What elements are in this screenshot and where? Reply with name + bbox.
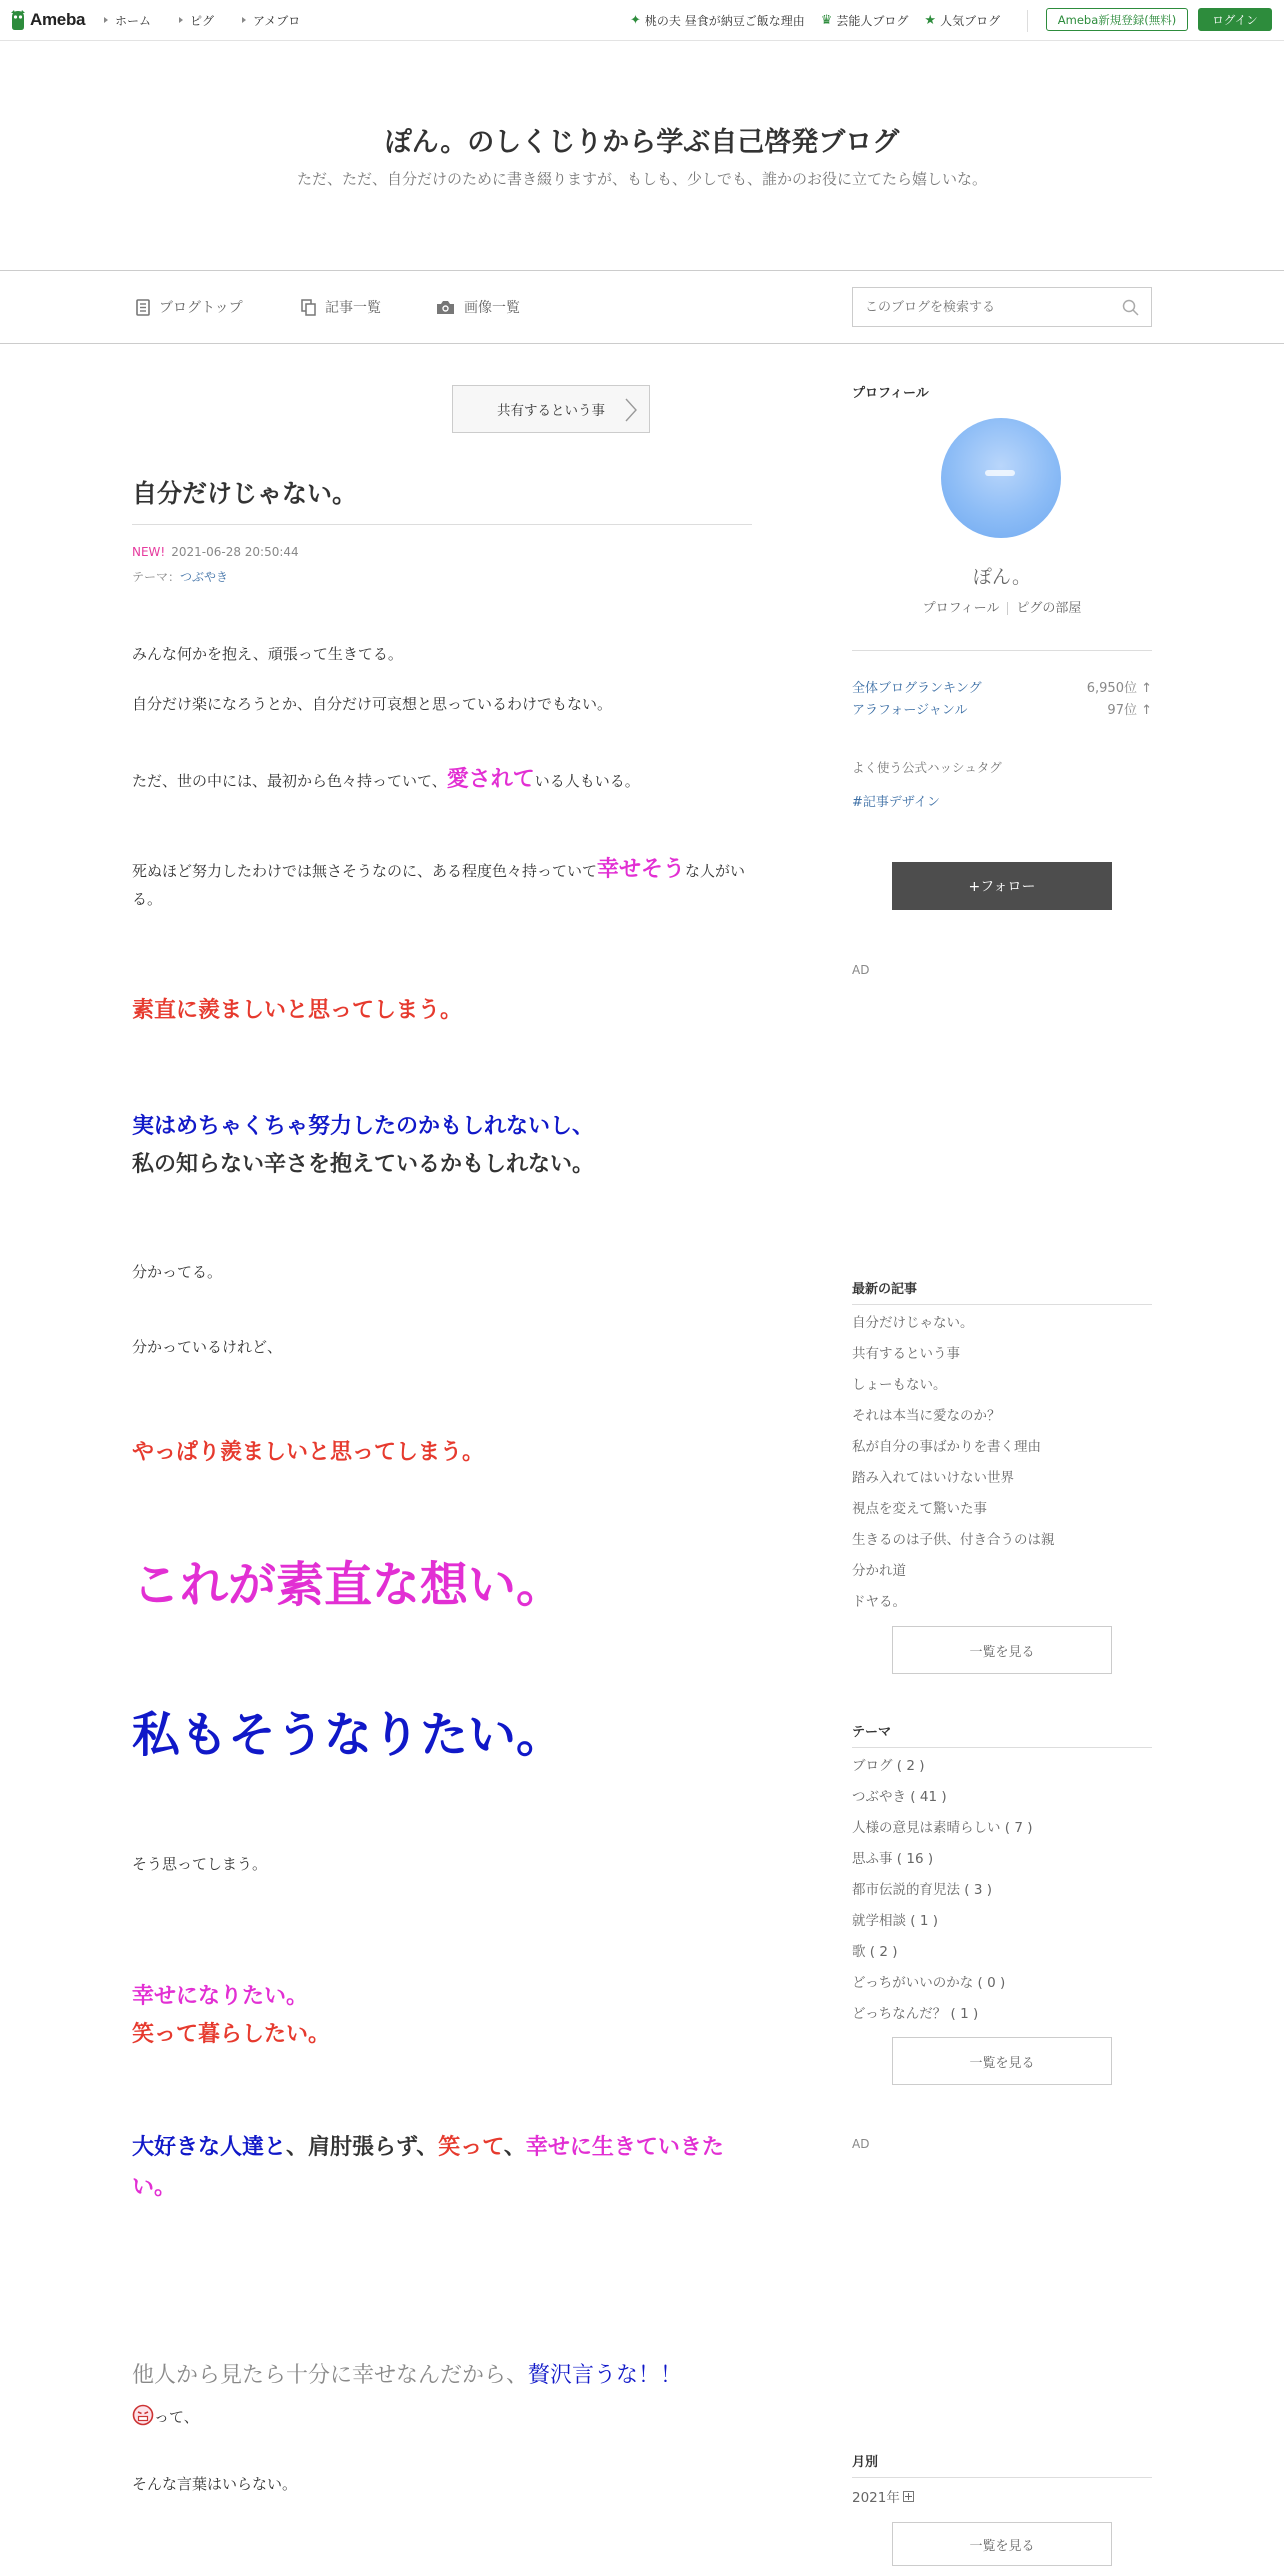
latest-entry-link[interactable]: それは本当に愛なのか？: [852, 1408, 1001, 1424]
latest-entry-link[interactable]: ドヤる。: [852, 1594, 906, 1610]
nav-image-list[interactable]: 画像一覧: [436, 271, 520, 343]
top-nav: [104, 0, 328, 40]
paragraph: 分かってる。: [132, 1263, 223, 1281]
theme-link[interactable]: どっちなんだ？ ( 1 ): [852, 2006, 979, 2022]
profile-links: [852, 597, 1152, 616]
chevron-right-icon: [625, 398, 637, 422]
hashtag-link[interactable]: #記事デザイン: [852, 795, 940, 810]
paragraph: 幸せになりたい。 笑って暮らしたい。: [132, 1984, 331, 2047]
triangle-icon: [179, 17, 183, 23]
paragraph: 他人から見たら十分に幸せなんだから、贅沢言うな！！ って、: [132, 2363, 683, 2426]
crown-icon: ♛: [820, 12, 833, 28]
paragraph: 死ぬほど努力したわけでは無さそうなのに、ある程度色々持っていて幸せそうな人がいる。: [132, 857, 746, 908]
paragraph: そんな言葉はいらない。: [132, 2475, 298, 2493]
theme-heading: テーマ: [852, 1725, 892, 1740]
paragraph: 素直に羨ましいと思ってしまう。: [132, 998, 463, 1023]
top-link-celebrity[interactable]: ♛ 芸能人ブログ: [820, 12, 909, 28]
divider: [852, 2477, 1152, 2478]
paragraph: これが素直な想い。: [132, 1557, 565, 1613]
nav-blog-top[interactable]: ブログトップ: [136, 271, 243, 343]
profile-heading: プロフィール: [852, 386, 929, 401]
divider: [132, 524, 752, 525]
divider: [852, 650, 1152, 651]
latest-entry-link[interactable]: 私が自分の事ばかりを書く理由: [852, 1439, 1041, 1455]
new-badge: NEW!: [132, 545, 166, 559]
divider: [852, 1304, 1152, 1305]
blog-search-box: [852, 287, 1152, 327]
latest-entry-link[interactable]: 共有するという事: [852, 1346, 960, 1362]
blog-title[interactable]: ぽん。のしくじりから学ぶ自己啓発ブログ: [384, 127, 900, 158]
profile-link[interactable]: プロフィール: [922, 601, 1000, 616]
plus-icon: [903, 2491, 914, 2502]
star-icon: ★: [924, 12, 937, 28]
latest-entry-link[interactable]: 自分だけじゃない。: [852, 1315, 974, 1331]
ad-label: AD: [852, 2137, 870, 2151]
sparkle-icon: ✦: [630, 12, 641, 28]
top-link-news[interactable]: ✦ 桃の夫 昼食が納豆ご飯な理由: [630, 12, 805, 28]
monthly-heading: 月別: [852, 2455, 879, 2470]
blog-search-input[interactable]: [863, 299, 1107, 316]
paragraph: 私もそうなりたい。: [132, 1707, 565, 1763]
ranking-row: アラフォージャンル 97位 ↑: [852, 703, 1152, 718]
top-bar: [0, 0, 1284, 41]
latest-entries-heading: 最新の記事: [852, 1282, 918, 1297]
latest-entry-link[interactable]: 生きるのは子供、付き合うのは親: [852, 1532, 1055, 1548]
divider: [1027, 10, 1028, 32]
monthly-more-button[interactable]: 一覧を見る: [892, 2522, 1112, 2566]
paragraph: 実はめちゃくちゃ努力したのかもしれないし、 私の知らない辛さを抱えているかもしれない。: [132, 1114, 595, 1177]
ad-label: AD: [852, 963, 870, 977]
divider: [852, 1747, 1152, 1748]
entry-theme-link[interactable]: つぶやき: [180, 570, 229, 584]
top-nav-home[interactable]: ホーム: [104, 12, 151, 29]
avatar[interactable]: [941, 418, 1061, 538]
highlight-text: 愛されて: [446, 767, 535, 792]
theme-link[interactable]: 思ふ事 ( 16 ): [852, 1851, 934, 1867]
latest-entry-link[interactable]: 分かれ道: [852, 1563, 906, 1579]
search-icon[interactable]: [1122, 299, 1139, 316]
theme-link[interactable]: 都市伝説的育児法 ( 3 ): [852, 1882, 992, 1898]
latest-entry-link[interactable]: 踏み入れてはいけない世界: [852, 1470, 1014, 1486]
logo-text: Ameba: [30, 10, 86, 29]
top-links: [630, 0, 1016, 40]
latest-entry-link[interactable]: 視点を変えて驚いた事: [852, 1501, 987, 1517]
paragraph: ただ、世の中には、最初から色々持っていて、愛されている人もいる。: [132, 767, 640, 792]
top-nav-ameblo[interactable]: アメブロ: [242, 12, 300, 29]
theme-link[interactable]: どっちがいいのかな ( 0 ): [852, 1975, 1006, 1991]
angry-face-icon: [132, 2404, 154, 2426]
theme-more-button[interactable]: 一覧を見る: [892, 2037, 1112, 2085]
entry-theme: テーマ：つぶやき: [132, 570, 229, 584]
paragraph: みんな何かを抱え、頑張って生きてる。: [132, 645, 403, 663]
latest-more-button[interactable]: 一覧を見る: [892, 1626, 1112, 1674]
top-nav-pigg[interactable]: ピグ: [179, 12, 214, 29]
ameba-logo[interactable]: [10, 8, 85, 32]
theme-link[interactable]: 歌 ( 2 ): [852, 1944, 898, 1960]
triangle-icon: [242, 17, 246, 23]
paragraph: 自分だけ楽になろうとか、自分だけ可哀想と思っているわけでもない。: [132, 695, 613, 713]
pig-room-link[interactable]: ピグの部屋: [1016, 601, 1082, 616]
triangle-icon: [104, 17, 108, 23]
profile-name[interactable]: ぽん。: [972, 566, 1032, 588]
entry-meta: [132, 545, 299, 559]
paragraph: 大好きな人達と、肩肘張らず、笑って、幸せに生きていきたい。: [132, 2135, 724, 2200]
entry-title[interactable]: 自分だけじゃない。: [132, 479, 358, 508]
prev-entry-button[interactable]: 共有するという事: [452, 385, 650, 433]
ameba-mascot-icon: [10, 9, 26, 31]
top-link-popular[interactable]: ★ 人気ブログ: [924, 12, 1001, 28]
ranking-link[interactable]: 全体ブログランキング: [852, 681, 982, 696]
theme-link[interactable]: ブログ ( 2 ): [852, 1758, 925, 1774]
register-button[interactable]: Ameba新規登録(無料): [1046, 8, 1188, 31]
document-icon: [136, 299, 150, 316]
login-button[interactable]: ログイン: [1198, 8, 1272, 31]
paragraph: 分かっているけれど、: [132, 1338, 283, 1356]
year-toggle[interactable]: 2021年: [852, 2486, 914, 2506]
highlight-text: 幸せそう: [597, 857, 686, 882]
blog-description: ただ、ただ、自分だけのために書き綴りますが、もしも、少しでも、誰かのお役に立てたら嬉しいな。: [296, 170, 987, 188]
theme-link[interactable]: 就学相談 ( 1 ): [852, 1913, 938, 1929]
latest-entry-link[interactable]: しょーもない。: [852, 1377, 947, 1393]
paragraph: そう思ってしまう。: [132, 1855, 268, 1873]
camera-icon: [436, 300, 455, 315]
blog-nav-bar: [0, 270, 1284, 344]
theme-link[interactable]: つぶやき ( 41 ): [852, 1789, 947, 1805]
entry-datetime: 2021-06-28 20:50:44: [171, 545, 299, 559]
ranking-row: 全体ブログランキング 6,950位 ↑: [852, 681, 1152, 696]
hashtag-heading: よく使う公式ハッシュタグ: [852, 760, 1002, 775]
ranking-link[interactable]: アラフォージャンル: [852, 703, 968, 718]
copy-icon: [301, 299, 316, 316]
theme-link[interactable]: 人様の意見は素晴らしい ( 7 ): [852, 1820, 1033, 1836]
nav-entry-list[interactable]: 記事一覧: [301, 271, 381, 343]
follow-button[interactable]: +フォロー: [892, 862, 1112, 910]
paragraph: やっぱり羨ましいと思ってしまう。: [132, 1440, 485, 1465]
